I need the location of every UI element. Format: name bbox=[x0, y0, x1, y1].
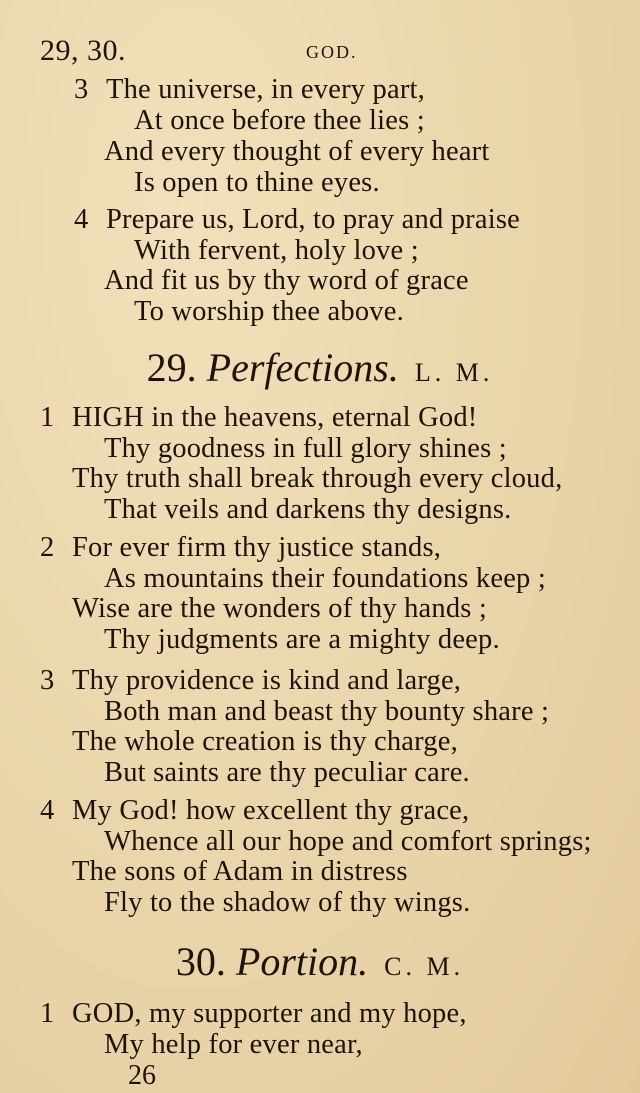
stanza-number: 1 bbox=[40, 402, 55, 433]
verse-line: Whence all our hope and comfort springs; bbox=[104, 826, 592, 857]
verse-line: At once before thee lies ; bbox=[134, 105, 425, 136]
verse-line: Thy truth shall break through every cloud, bbox=[72, 463, 563, 494]
page-header bbox=[0, 34, 640, 70]
verse-line: The sons of Adam in distress bbox=[72, 856, 408, 887]
verse-line: Both man and beast thy bounty share ; bbox=[104, 696, 550, 727]
hymn-name: Portion. bbox=[235, 939, 369, 984]
stanza-number: 4 bbox=[74, 204, 89, 235]
page-range: 29, 30. bbox=[40, 34, 126, 67]
verse-line: Thy goodness in full glory shines ; bbox=[104, 433, 507, 464]
verse-line: My help for ever near, bbox=[104, 1029, 363, 1060]
hymn-number: 29. bbox=[146, 345, 197, 390]
verse-line: Thy providence is kind and large, bbox=[72, 665, 462, 696]
hymn-meter: L. M. bbox=[414, 358, 494, 387]
verse-line: The whole creation is thy charge, bbox=[72, 726, 458, 757]
verse-line: To worship thee above. bbox=[134, 296, 404, 327]
verse-line: Prepare us, Lord, to pray and praise bbox=[106, 204, 520, 235]
verse-line: For ever firm thy justice stands, bbox=[72, 532, 442, 563]
verse-line: My God! how excellent thy grace, bbox=[72, 795, 470, 826]
stanza-number: 1 bbox=[40, 998, 55, 1029]
verse-line: GOD, my supporter and my hope, bbox=[72, 998, 467, 1029]
verse-line: But saints are thy peculiar care. bbox=[104, 757, 470, 788]
hymn-title-30 bbox=[0, 938, 640, 985]
verse-line: Wise are the wonders of thy hands ; bbox=[72, 593, 488, 624]
running-head: GOD. bbox=[306, 42, 358, 62]
verse-line: As mountains their foundations keep ; bbox=[104, 563, 546, 594]
verse-line: That veils and darkens thy designs. bbox=[104, 494, 512, 525]
verse-line: And every thought of every heart bbox=[104, 136, 490, 167]
hymn-title-29 bbox=[0, 344, 640, 391]
page-folio: 26 bbox=[128, 1060, 156, 1091]
verse-line: The universe, in every part, bbox=[106, 74, 425, 105]
verse-line: Fly to the shadow of thy wings. bbox=[104, 887, 471, 918]
hymn-number: 30. bbox=[175, 939, 226, 984]
verse-line: Thy judgments are a mighty deep. bbox=[104, 624, 500, 655]
stanza-number: 3 bbox=[40, 665, 55, 696]
stanza-number: 3 bbox=[74, 74, 89, 105]
verse-line: Is open to thine eyes. bbox=[134, 167, 380, 198]
stanza-number: 2 bbox=[40, 532, 55, 563]
verse-line: HIGH in the heavens, eternal God! bbox=[72, 402, 478, 433]
hymn-meter: C. M. bbox=[384, 952, 465, 981]
hymn-name: Perfections. bbox=[206, 345, 399, 390]
verse-line: With fervent, holy love ; bbox=[134, 235, 419, 266]
stanza-number: 4 bbox=[40, 795, 55, 826]
verse-line: And fit us by thy word of grace bbox=[104, 265, 469, 296]
